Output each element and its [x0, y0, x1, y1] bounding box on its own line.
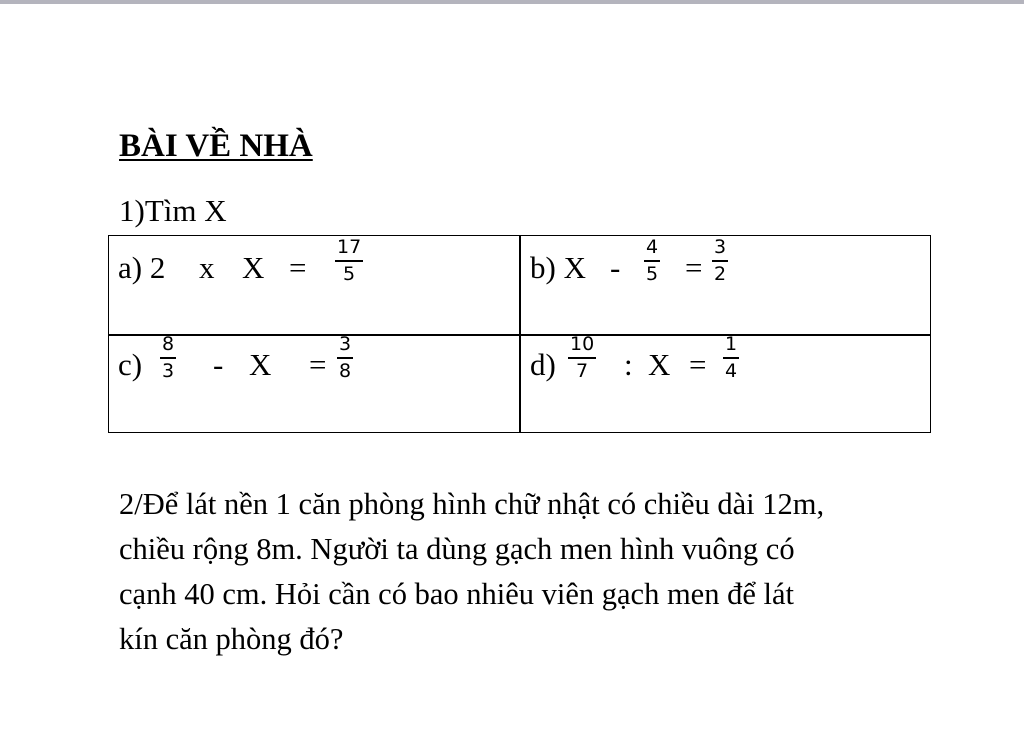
fraction-numerator: 3 [339, 333, 352, 355]
fraction-denominator: 3 [162, 359, 175, 382]
equation-d-label: d) [530, 347, 556, 382]
equation-b-fraction [644, 238, 660, 284]
equation-d-lhs-fraction [568, 335, 596, 381]
task2-line: cạnh 40 cm. Hỏi cần có bao nhiêu viên gạch men để lát [119, 577, 794, 611]
equations-table [108, 235, 931, 433]
fraction-denominator: 8 [339, 359, 352, 382]
fraction-numerator: 1 [725, 333, 738, 355]
fraction-numerator: 4 [646, 236, 659, 258]
equation-c-unknown: X [249, 347, 272, 382]
equation-c-lhs-fraction [160, 335, 176, 381]
fraction-numerator: 17 [337, 236, 362, 258]
equation-a-unknown: X [242, 250, 265, 285]
fraction-denominator: 5 [343, 262, 356, 285]
equation-b-label: b) X [530, 250, 586, 285]
fraction-denominator: 5 [646, 262, 659, 285]
task2-line: 2/Để lát nền 1 căn phòng hình chữ nhật có chiều dài 12m, [119, 487, 825, 521]
equation-c-operator: - [213, 347, 224, 382]
equation-a-equals: = [289, 250, 307, 285]
fraction-denominator: 7 [576, 359, 589, 382]
task1-title: 1)Tìm X [119, 193, 227, 228]
equation-d-operator: : [624, 347, 633, 382]
equation-b-rhs-fraction [712, 238, 728, 284]
fraction-denominator: 2 [714, 262, 727, 285]
equation-a-operator: x [199, 250, 215, 285]
task2-line: chiều rộng 8m. Người ta dùng gạch men hình vuông có [119, 532, 795, 566]
fraction-numerator: 10 [570, 333, 595, 355]
table-divider-horizontal [109, 334, 930, 336]
fraction-numerator: 8 [162, 333, 175, 355]
equation-a-rhs-fraction [335, 238, 363, 284]
task2-line: kín căn phòng đó? [119, 622, 344, 656]
equation-a-label: a) 2 [118, 250, 166, 285]
equation-c-rhs-fraction [337, 335, 353, 381]
homework-heading: BÀI VỀ NHÀ [119, 128, 313, 164]
equation-d-rhs-fraction [723, 335, 739, 381]
fraction-denominator: 4 [725, 359, 738, 382]
equation-d-unknown: X [648, 347, 671, 382]
task2-word-problem [119, 482, 949, 662]
equation-c-label: c) [118, 347, 143, 382]
equation-d-equals: = [689, 347, 707, 382]
fraction-numerator: 3 [714, 236, 727, 258]
equation-b-operator: - [610, 250, 621, 285]
top-border [0, 0, 1024, 4]
equation-c-equals: = [309, 347, 327, 382]
equation-b-equals: = [685, 250, 703, 285]
